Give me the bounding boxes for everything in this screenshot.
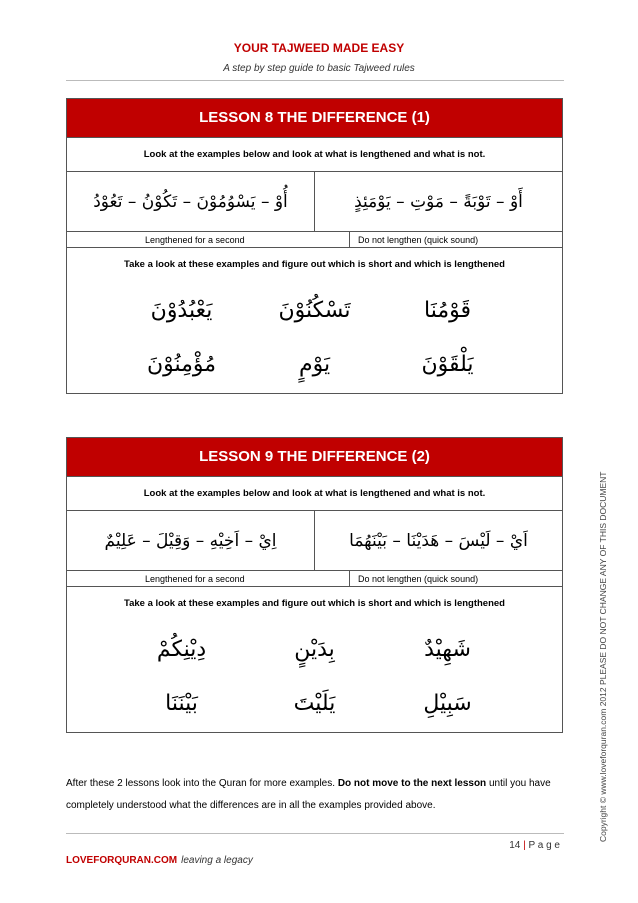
lesson-8-instruction: Look at the examples below and look at what is lengthened and what is not. [67, 137, 562, 171]
lesson-9-labels [67, 570, 562, 586]
page-number [509, 840, 560, 851]
exercise-word: يَلْقَوْنَ [421, 351, 474, 377]
page-label: P a g e [528, 840, 560, 851]
lesson-9-instruction: Look at the examples below and look at what is lengthened and what is not. [67, 476, 562, 510]
exercise-word: يَعْبُدُوْنَ [150, 297, 213, 323]
lesson-8-box [66, 98, 563, 394]
lesson-9-lengthened-examples: اِيْ – اَخِيْهِ – وَقِيْلَ – عَلِيْمٌ [67, 511, 315, 570]
lesson-8-exercise [67, 247, 562, 393]
lesson-8-task: Take a look at these examples and figure out which is short and which is lengthened [124, 259, 505, 270]
page-separator: | [523, 840, 526, 851]
short-label: Do not lengthen (quick sound) [358, 235, 479, 245]
lesson-9-exercise [67, 586, 562, 732]
lesson-9-task: Take a look at these examples and figure out which is short and which is lengthened [124, 598, 505, 609]
lesson-9-examples [67, 510, 562, 570]
exercise-word: يَوْمٍ [298, 351, 331, 377]
footer-divider [66, 833, 564, 834]
lesson-8-short-examples: أَوْ – تَوْبَةً – مَوْتِ – يَوْمَئِذٍ [354, 191, 523, 212]
exercise-word: شَهِيْدٌ [424, 636, 471, 662]
lesson-8-word-grid [67, 282, 562, 390]
brand-tagline: leaving a legacy [181, 855, 253, 866]
exercise-word: سَبِيْلِ [423, 690, 472, 716]
lengthened-label: Lengthened for a second [67, 232, 350, 247]
exercise-word: بِدَيْنٍ [294, 636, 335, 662]
page-number-value: 14 [509, 840, 521, 851]
lesson-9-short-examples: اَيْ – لَيْسَ – هَدَيْنَا – بَيْنَهُمَا [349, 530, 528, 551]
lesson-8-lengthened-examples: أُوْ – يَسْوُمُوْنَ – تَكُوْنُ – تَعُوْدُ [67, 172, 315, 231]
closing-note [66, 773, 566, 817]
header-divider [66, 80, 564, 81]
document-title: YOUR TAJWEED MADE EASY [233, 41, 405, 55]
lesson-8-examples [67, 171, 562, 231]
exercise-word: يَلَيْتَ [293, 690, 336, 716]
short-label: Do not lengthen (quick sound) [358, 574, 479, 584]
closing-note-end: until you have completely understood what the differences are in all the examples provided above. [66, 778, 551, 811]
lesson-9-title: LESSON 9 THE DIFFERENCE (2) [67, 438, 562, 476]
closing-note-emphasis: Do not move to the next lesson [337, 778, 487, 789]
brand-name: LOVEFORQURAN.COM [66, 855, 178, 866]
exercise-word: قَوْمُنَا [424, 297, 472, 323]
lesson-9-box [66, 437, 563, 733]
exercise-word: دِيْنِكُمْ [156, 636, 207, 662]
document-subtitle: A step by step guide to basic Tajweed rules [223, 63, 415, 74]
closing-note-start: After these 2 lessons look into the Quran for more examples. [66, 778, 338, 789]
lesson-8-labels [67, 231, 562, 247]
lesson-8-title: LESSON 8 THE DIFFERENCE (1) [67, 99, 562, 137]
footer-brand [66, 855, 253, 866]
exercise-word: مُؤْمِنُوْنَ [146, 351, 217, 377]
exercise-word: بَيْنَنَا [165, 690, 198, 716]
exercise-word: تَسْكُنُوْنَ [278, 297, 351, 323]
lengthened-label: Lengthened for a second [67, 571, 350, 586]
copyright-side-note: Copyright © www.loveforquran.com 2012 PLEASE DO NOT CHANGE ANY OF THIS DOCUMENT [598, 471, 608, 842]
lesson-9-word-grid [67, 621, 562, 729]
